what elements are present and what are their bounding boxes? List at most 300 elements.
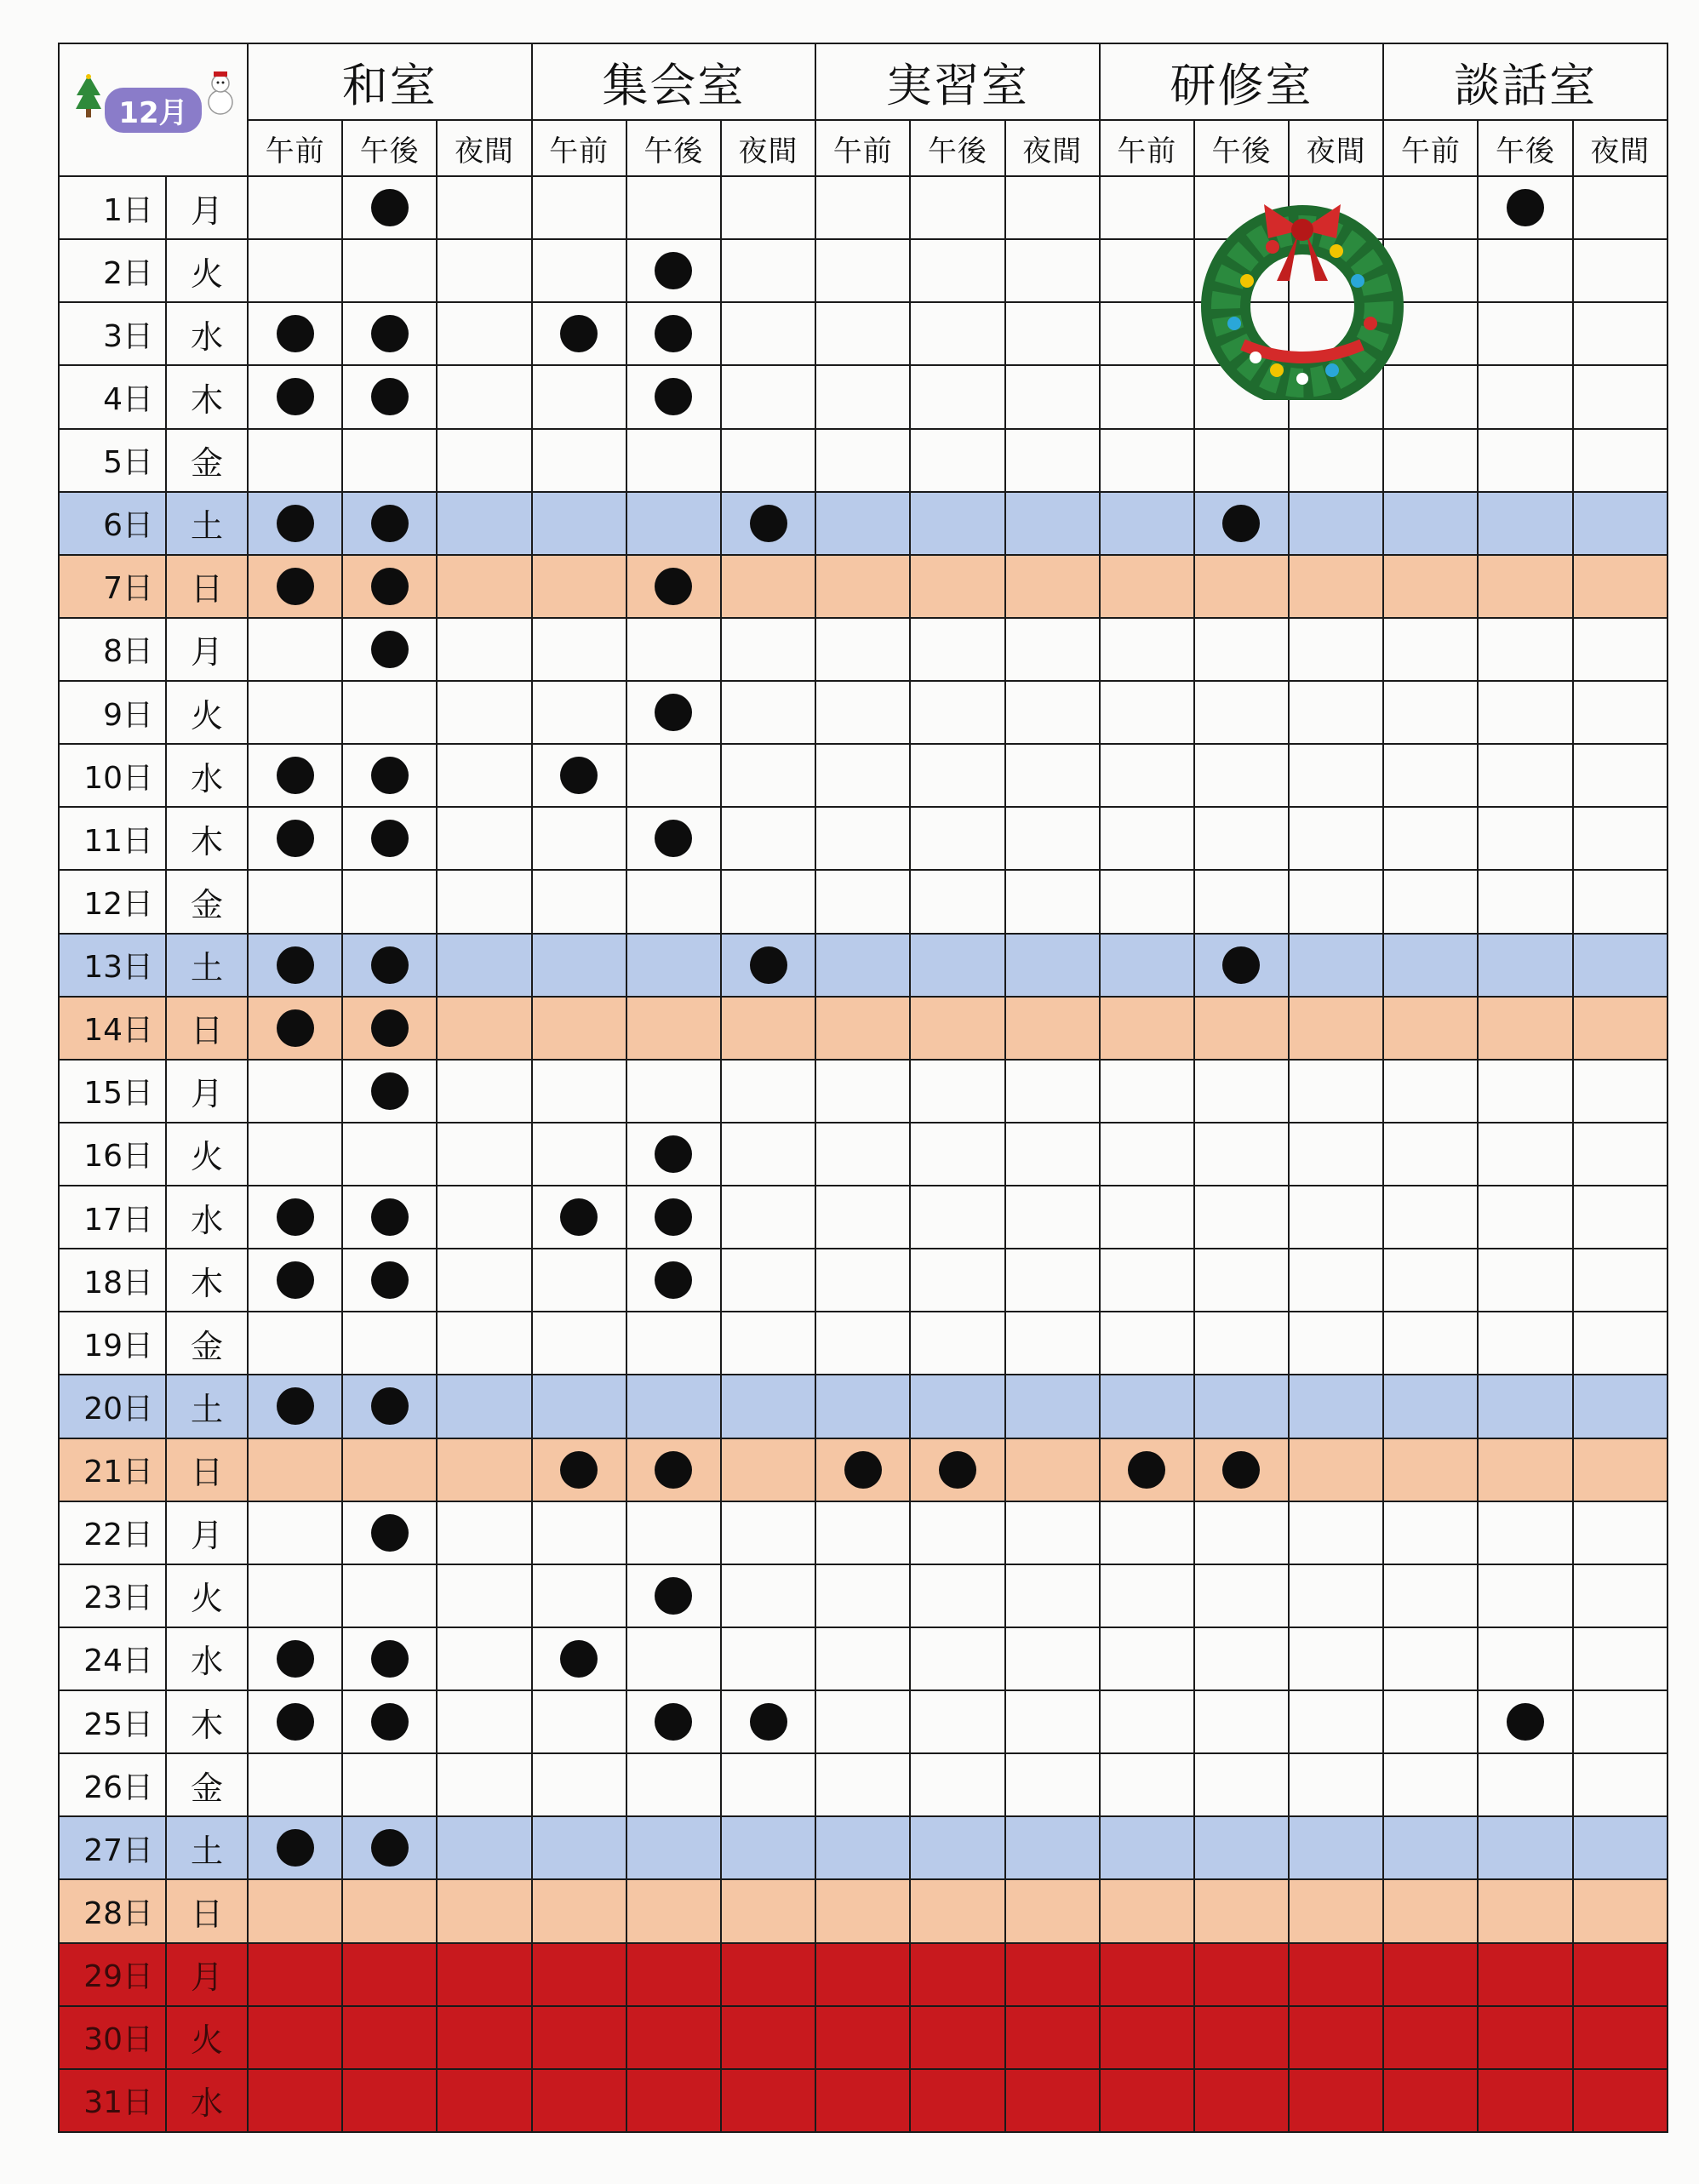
slot-cell <box>248 176 342 239</box>
slot-cell <box>1478 807 1572 870</box>
slot-cell <box>815 997 910 1060</box>
slot-cell <box>626 1375 721 1438</box>
booked-dot <box>371 1198 409 1236</box>
slot-cell <box>626 1249 721 1312</box>
slot-cell <box>1005 1312 1100 1375</box>
date-cell: 4日 <box>59 365 166 428</box>
slot-cell <box>815 1564 910 1627</box>
slot-cell <box>1100 1943 1194 2006</box>
slot-cell <box>1383 681 1478 744</box>
slot-cell <box>721 997 815 1060</box>
slot-cell <box>721 555 815 618</box>
weekday-cell: 水 <box>166 744 248 807</box>
date-cell: 13日 <box>59 934 166 997</box>
booked-dot <box>560 1451 598 1489</box>
slot-cell <box>342 555 437 618</box>
day-row <box>59 1690 1668 1753</box>
slot-cell <box>342 2006 437 2069</box>
slot-cell <box>626 429 721 492</box>
slot-cell <box>342 429 437 492</box>
slot-cell <box>626 2006 721 2069</box>
weekday-cell: 土 <box>166 1375 248 1438</box>
slot-cell <box>626 1312 721 1375</box>
slot-cell <box>342 744 437 807</box>
slot-cell <box>910 2006 1004 2069</box>
date-cell: 25日 <box>59 1690 166 1753</box>
slot-cell <box>910 744 1004 807</box>
slot-cell <box>342 681 437 744</box>
slot-cell <box>1289 2069 1383 2132</box>
slot-cell <box>910 997 1004 1060</box>
slot-cell <box>248 1753 342 1816</box>
date-cell: 20日 <box>59 1375 166 1438</box>
booked-dot <box>371 1072 409 1110</box>
slot-cell <box>532 1249 626 1312</box>
slot-cell <box>248 1438 342 1501</box>
slot-cell <box>626 2069 721 2132</box>
booked-dot <box>371 1387 409 1425</box>
slot-header: 午後 <box>1478 120 1572 176</box>
slot-cell <box>1573 934 1668 997</box>
slot-cell <box>532 1501 626 1564</box>
slot-cell <box>532 1438 626 1501</box>
slot-cell <box>1573 1627 1668 1690</box>
slot-cell <box>248 618 342 681</box>
slot-cell <box>1383 555 1478 618</box>
day-row <box>59 2069 1668 2132</box>
date-cell: 8日 <box>59 618 166 681</box>
slot-cell <box>815 1753 910 1816</box>
slot-cell <box>437 681 531 744</box>
slot-cell <box>1194 2006 1289 2069</box>
slot-cell <box>1478 429 1572 492</box>
slot-cell <box>1573 492 1668 555</box>
slot-cell <box>910 1816 1004 1879</box>
slot-cell <box>1194 1123 1289 1186</box>
slot-cell <box>1100 870 1194 933</box>
slot-cell <box>1194 1816 1289 1879</box>
slot-cell <box>1100 1123 1194 1186</box>
weekday-cell: 金 <box>166 1753 248 1816</box>
slot-cell <box>1573 870 1668 933</box>
slot-cell <box>1573 1690 1668 1753</box>
slot-cell <box>1478 1375 1572 1438</box>
slot-cell <box>532 302 626 365</box>
slot-cell <box>1289 1816 1383 1879</box>
slot-cell <box>1289 1753 1383 1816</box>
slot-cell <box>248 1060 342 1123</box>
slot-cell <box>342 870 437 933</box>
slot-cell <box>626 1186 721 1249</box>
slot-cell <box>342 1943 437 2006</box>
slot-cell <box>1289 1943 1383 2006</box>
slot-cell <box>626 176 721 239</box>
slot-cell <box>1194 1060 1289 1123</box>
slot-cell <box>815 1438 910 1501</box>
slot-cell <box>626 1753 721 1816</box>
slot-cell <box>1005 2006 1100 2069</box>
slot-cell <box>1100 1690 1194 1753</box>
slot-cell <box>437 492 531 555</box>
slot-cell <box>248 1123 342 1186</box>
date-cell: 24日 <box>59 1627 166 1690</box>
slot-cell <box>721 1690 815 1753</box>
slot-cell <box>815 1312 910 1375</box>
slot-cell <box>1383 2006 1478 2069</box>
slot-cell <box>1100 1501 1194 1564</box>
day-row <box>59 239 1668 302</box>
slot-cell <box>437 1816 531 1879</box>
slot-cell <box>437 1564 531 1627</box>
slot-header: 夜間 <box>1005 120 1100 176</box>
slot-cell <box>1478 239 1572 302</box>
slot-cell <box>1383 492 1478 555</box>
slot-cell <box>1573 555 1668 618</box>
slot-cell <box>1573 807 1668 870</box>
slot-header: 午前 <box>248 120 342 176</box>
slot-cell <box>626 492 721 555</box>
booked-dot <box>371 757 409 794</box>
slot-cell <box>342 934 437 997</box>
slot-cell <box>1005 681 1100 744</box>
christmas-wreath-icon <box>1196 187 1409 400</box>
slot-cell <box>1478 1564 1572 1627</box>
date-cell: 18日 <box>59 1249 166 1312</box>
slot-cell <box>721 365 815 428</box>
slot-cell <box>532 2006 626 2069</box>
booked-dot <box>560 1640 598 1678</box>
slot-cell <box>1478 1123 1572 1186</box>
slot-cell <box>1005 1816 1100 1879</box>
booked-dot <box>844 1451 882 1489</box>
slot-cell <box>626 997 721 1060</box>
slot-cell <box>910 870 1004 933</box>
slot-cell <box>1005 618 1100 681</box>
slot-cell <box>1100 934 1194 997</box>
slot-cell <box>248 302 342 365</box>
slot-cell <box>342 239 437 302</box>
weekday-cell: 木 <box>166 365 248 428</box>
slot-cell <box>1194 1627 1289 1690</box>
slot-cell <box>1005 870 1100 933</box>
day-row <box>59 176 1668 239</box>
slot-cell <box>1383 1564 1478 1627</box>
slot-cell <box>1383 429 1478 492</box>
room-header: 和室 <box>248 43 532 120</box>
slot-cell <box>248 2006 342 2069</box>
weekday-cell: 火 <box>166 1123 248 1186</box>
booked-dot <box>277 1387 314 1425</box>
slot-cell <box>342 1564 437 1627</box>
slot-cell <box>1289 681 1383 744</box>
date-cell: 23日 <box>59 1564 166 1627</box>
slot-cell <box>815 807 910 870</box>
weekday-cell: 金 <box>166 870 248 933</box>
slot-cell <box>1005 1123 1100 1186</box>
booked-dot <box>560 315 598 352</box>
slot-cell <box>910 1690 1004 1753</box>
slot-cell <box>1005 1501 1100 1564</box>
booked-dot <box>655 1577 692 1615</box>
slot-cell <box>1005 1627 1100 1690</box>
slot-cell <box>1478 1060 1572 1123</box>
slot-header: 夜間 <box>1289 120 1383 176</box>
slot-cell <box>721 302 815 365</box>
slot-cell <box>532 681 626 744</box>
slot-cell <box>1194 1564 1289 1627</box>
slot-cell <box>1005 1753 1100 1816</box>
date-cell: 27日 <box>59 1816 166 1879</box>
slot-cell <box>910 2069 1004 2132</box>
date-cell: 26日 <box>59 1753 166 1816</box>
slot-cell <box>1478 1438 1572 1501</box>
date-cell: 17日 <box>59 1186 166 1249</box>
weekday-cell: 水 <box>166 2069 248 2132</box>
slot-cell <box>1383 1123 1478 1186</box>
slot-cell <box>1573 1943 1668 2006</box>
slot-cell <box>1478 176 1572 239</box>
date-cell: 5日 <box>59 429 166 492</box>
slot-cell <box>721 681 815 744</box>
slot-cell <box>1289 997 1383 1060</box>
slot-cell <box>910 429 1004 492</box>
slot-cell <box>1100 1879 1194 1942</box>
slot-cell <box>626 1627 721 1690</box>
booked-dot <box>655 315 692 352</box>
slot-cell <box>815 1501 910 1564</box>
slot-cell <box>1289 1879 1383 1942</box>
slot-cell <box>1383 1690 1478 1753</box>
slot-cell <box>1383 1943 1478 2006</box>
day-row <box>59 1627 1668 1690</box>
slot-cell <box>1100 1816 1194 1879</box>
slot-cell <box>1383 1438 1478 1501</box>
slot-cell <box>437 744 531 807</box>
slot-cell <box>910 1375 1004 1438</box>
slot-cell <box>910 1879 1004 1942</box>
slot-cell <box>1005 1438 1100 1501</box>
day-row <box>59 1943 1668 2006</box>
slot-cell <box>910 176 1004 239</box>
slot-cell <box>1100 744 1194 807</box>
slot-cell <box>1383 618 1478 681</box>
slot-header: 午後 <box>910 120 1004 176</box>
slot-cell <box>1573 744 1668 807</box>
booked-dot <box>371 189 409 226</box>
slot-cell <box>815 1943 910 2006</box>
slot-cell <box>721 1753 815 1816</box>
slot-cell <box>342 1627 437 1690</box>
slot-cell <box>1100 1438 1194 1501</box>
booked-dot <box>277 1703 314 1741</box>
slot-cell <box>1194 555 1289 618</box>
slot-cell <box>1478 681 1572 744</box>
slot-header-row <box>59 120 1668 176</box>
slot-cell <box>1478 1943 1572 2006</box>
date-cell: 31日 <box>59 2069 166 2132</box>
weekday-cell: 水 <box>166 302 248 365</box>
slot-cell <box>1005 1879 1100 1942</box>
room-header: 研修室 <box>1100 43 1384 120</box>
slot-cell <box>342 302 437 365</box>
slot-cell <box>1478 2006 1572 2069</box>
weekday-cell: 火 <box>166 2006 248 2069</box>
slot-cell <box>1478 1753 1572 1816</box>
slot-cell <box>1194 807 1289 870</box>
slot-cell <box>1383 997 1478 1060</box>
slot-cell <box>532 997 626 1060</box>
booked-dot <box>371 315 409 352</box>
slot-cell <box>910 1186 1004 1249</box>
weekday-cell: 金 <box>166 429 248 492</box>
date-cell: 6日 <box>59 492 166 555</box>
weekday-cell: 水 <box>166 1627 248 1690</box>
slot-cell <box>815 555 910 618</box>
slot-cell <box>1194 1438 1289 1501</box>
slot-cell <box>532 1123 626 1186</box>
slot-cell <box>532 1564 626 1627</box>
slot-cell <box>1478 1879 1572 1942</box>
slot-cell <box>437 1943 531 2006</box>
slot-cell <box>437 1249 531 1312</box>
slot-header: 午前 <box>1383 120 1478 176</box>
slot-cell <box>1478 1501 1572 1564</box>
slot-cell <box>1478 365 1572 428</box>
slot-cell <box>248 807 342 870</box>
booked-dot <box>277 946 314 984</box>
booked-dot <box>655 1703 692 1741</box>
date-cell: 28日 <box>59 1879 166 1942</box>
slot-cell <box>910 618 1004 681</box>
slot-cell <box>626 1943 721 2006</box>
date-cell: 15日 <box>59 1060 166 1123</box>
slot-cell <box>1573 2006 1668 2069</box>
date-cell: 1日 <box>59 176 166 239</box>
room-header-row <box>59 43 1668 120</box>
slot-cell <box>342 1123 437 1186</box>
day-row <box>59 934 1668 997</box>
day-row <box>59 744 1668 807</box>
slot-cell <box>437 1186 531 1249</box>
slot-cell <box>721 1816 815 1879</box>
slot-cell <box>1100 239 1194 302</box>
slot-cell <box>248 744 342 807</box>
slot-cell <box>721 1249 815 1312</box>
slot-cell <box>1005 1060 1100 1123</box>
slot-cell <box>437 239 531 302</box>
slot-header: 午後 <box>342 120 437 176</box>
slot-cell <box>910 1060 1004 1123</box>
slot-cell <box>815 1123 910 1186</box>
weekday-cell: 金 <box>166 1312 248 1375</box>
slot-cell <box>437 870 531 933</box>
slot-cell <box>1573 1816 1668 1879</box>
date-cell: 22日 <box>59 1501 166 1564</box>
slot-cell <box>342 618 437 681</box>
slot-cell <box>532 1312 626 1375</box>
date-cell: 19日 <box>59 1312 166 1375</box>
slot-cell <box>1005 302 1100 365</box>
day-row <box>59 1753 1668 1816</box>
booked-dot <box>277 1009 314 1047</box>
slot-cell <box>1100 555 1194 618</box>
booked-dot <box>371 631 409 668</box>
slot-cell <box>721 1438 815 1501</box>
slot-cell <box>910 1501 1004 1564</box>
slot-cell <box>1478 870 1572 933</box>
slot-cell <box>1383 744 1478 807</box>
slot-cell <box>1194 1375 1289 1438</box>
slot-cell <box>721 2006 815 2069</box>
slot-cell <box>532 1690 626 1753</box>
booked-dot <box>655 378 692 415</box>
slot-cell <box>815 1375 910 1438</box>
slot-cell <box>1194 744 1289 807</box>
slot-cell <box>342 1501 437 1564</box>
slot-cell <box>532 365 626 428</box>
slot-cell <box>342 1438 437 1501</box>
slot-cell <box>1194 934 1289 997</box>
slot-cell <box>815 429 910 492</box>
slot-cell <box>1478 555 1572 618</box>
slot-cell <box>248 997 342 1060</box>
date-cell: 3日 <box>59 302 166 365</box>
slot-cell <box>721 1879 815 1942</box>
slot-cell <box>721 176 815 239</box>
slot-cell <box>1289 1690 1383 1753</box>
slot-cell <box>1573 1186 1668 1249</box>
slot-cell <box>721 1312 815 1375</box>
booked-dot <box>277 820 314 857</box>
booked-dot <box>277 315 314 352</box>
slot-cell <box>815 870 910 933</box>
slot-header: 夜間 <box>1573 120 1668 176</box>
day-row <box>59 997 1668 1060</box>
slot-cell <box>1573 302 1668 365</box>
slot-cell <box>815 1249 910 1312</box>
slot-cell <box>910 1943 1004 2006</box>
slot-cell <box>626 365 721 428</box>
booked-dot <box>371 1261 409 1299</box>
slot-cell <box>1478 997 1572 1060</box>
slot-cell <box>437 1312 531 1375</box>
slot-cell <box>437 1375 531 1438</box>
slot-cell <box>1100 429 1194 492</box>
booked-dot <box>655 568 692 605</box>
slot-cell <box>815 2069 910 2132</box>
slot-cell <box>1100 1564 1194 1627</box>
slot-cell <box>1289 1438 1383 1501</box>
month-badge: 12月 <box>105 88 201 133</box>
date-cell: 12日 <box>59 870 166 933</box>
slot-cell <box>910 1249 1004 1312</box>
slot-cell <box>532 2069 626 2132</box>
weekday-cell: 月 <box>166 618 248 681</box>
slot-cell <box>532 555 626 618</box>
slot-cell <box>1383 1186 1478 1249</box>
slot-cell <box>532 1943 626 2006</box>
slot-cell <box>910 1312 1004 1375</box>
slot-cell <box>626 934 721 997</box>
slot-cell <box>342 1060 437 1123</box>
date-cell: 21日 <box>59 1438 166 1501</box>
slot-cell <box>1005 807 1100 870</box>
room-booking-table <box>58 43 1668 2133</box>
slot-cell <box>910 807 1004 870</box>
slot-cell <box>815 1879 910 1942</box>
day-row <box>59 1312 1668 1375</box>
booked-dot <box>371 1703 409 1741</box>
